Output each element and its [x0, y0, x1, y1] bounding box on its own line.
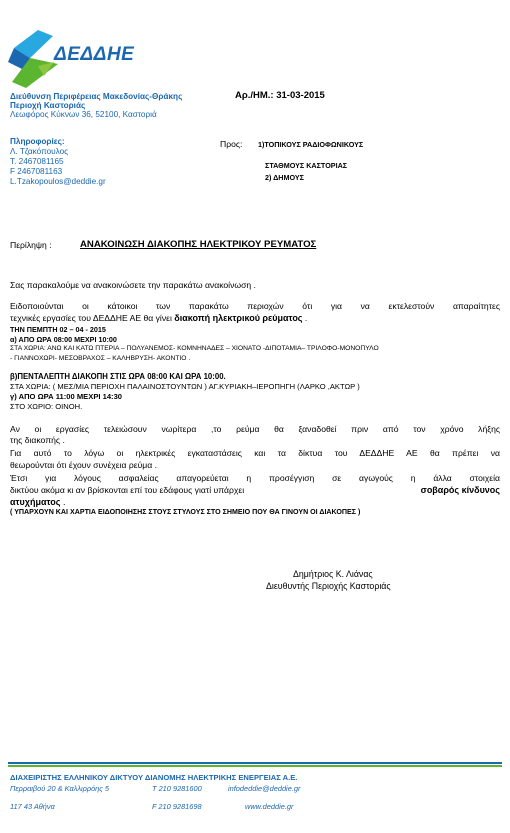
body-p1-emphasis: διακοπή ηλεκτρικού ρεύματος: [174, 313, 303, 323]
protocol-number: Αρ./ΗΜ.: 31-03-2015: [235, 90, 325, 101]
note-line: ( ΥΠΑΡΧΟΥΝ ΚΑΙ ΧΑΡΤΙΑ ΕΙΔΟΠΟΙΗΣΗΣ ΣΤΟΥΣ ΣΤΥΛΟΥΣ ΣΤΟ ΣΗΜΕΙΟ ΠΟΥ ΘΑ ΓΙΝΟΥΝ ΟΙ ΔΙΑΚΟΠΕΣ ): [10, 508, 361, 516]
body-p1-end: .: [302, 313, 308, 323]
header-address: Λεωφόρος Κύκνων 36, 52100, Καστοριά: [10, 110, 157, 119]
body-p4-end: .: [60, 497, 66, 507]
info-fax: F 2467081163: [10, 167, 63, 176]
body-p2-line1: Αν οι εργασίες τελειώσουν νωρίτερα ,το ρεύμα θα ξαναδοθεί πριν από τον χρόνο λήξης: [10, 424, 500, 434]
signature-role: Διευθυντής Περιοχής Καστοριάς: [266, 581, 391, 591]
body-p1-line1: Ειδοποιούνται οι κάτοικοι των παρακάτω περιοχών ότι για να εκτελεστούν απαραίτητες: [10, 301, 500, 311]
subject-label: Περίληψη :: [10, 240, 52, 250]
footer-web[interactable]: www.deddie.gr: [245, 802, 294, 811]
body-p4-line2: [10, 485, 500, 495]
outage-c-time: γ) ΑΠΟ ΩΡΑ 11:00 ΜΕΧΡΙ 14:30: [10, 392, 123, 401]
logo-text: ΔΕΔΔΗΕ: [54, 44, 135, 65]
info-email[interactable]: L.Tzakopoulos@deddie.gr: [10, 177, 106, 186]
outage-a-villages-1: ΣΤΑ ΧΩΡΙΑ: ΑΝΩ ΚΑΙ ΚΑΤΩ ΠΤΕΡΙΑ – ΠΟΛΥΑΝΕΜΟΣ- ΚΟΜΝΗΝΑΔΕΣ – ΧΙΟΝΑΤΟ -ΔΙΠΟΤΑΜΙΑ– ΤΡΙΛΟΦΟ-ΜΟΝΟΠΥΛΟ: [10, 345, 379, 352]
recipient-line1: 1)ΤΟΠΙΚΟΥΣ ΡΑΔΙΟΦΩΝΙΚΟΥΣ: [258, 140, 364, 149]
info-name: Λ. Τζακόπουλος: [10, 147, 69, 156]
body-p4-line1: Έτσι για λόγους ασφαλείας απαγορεύεται η προσέγγιση σε αγωγούς η άλλα στοιχεία: [10, 473, 500, 483]
signature-name: Δημήτριος Κ. Λιάνας: [293, 569, 373, 579]
outage-b-villages: ΣΤΑ ΧΩΡΙΑ: ( ΜΕΣ/ΜΙΑ ΠΕΡΙΟΧΗ ΠΑΛΑΙΝΟΣΤΟΥΝΤΩΝ ) ΑΓ.ΚΥΡΙΑΚΗ–ΙΕΡΟΠΗΓΗ (ΛΑΡΚΟ ,ΑΚΤΩΡ ): [10, 382, 360, 391]
footer-company: ΔΙΑΧΕΙΡΙΣΤΗΣ ΕΛΛΗΝΙΚΟΥ ΔΙΚΤΥΟΥ ΔΙΑΝΟΜΗΣ ΗΛΕΚΤΡΙΚΗΣ ΕΝΕΡΓΕΙΑΣ Α.Ε.: [10, 773, 298, 782]
body-intro: Σας παρακαλούμε να ανακοινώσετε την παρακάτω ανακοίνωση .: [10, 280, 256, 290]
footer-phone: T 210 9281600: [152, 784, 202, 793]
footer-street: Περραιβού 20 & Καλλιρρόης 5: [10, 784, 110, 793]
header-region: Διεύθυνση Περιφέρειας Μακεδονίας-Θράκης: [10, 92, 183, 101]
company-logo: [8, 30, 158, 90]
outage-a-villages-2: - ΓΙΑΝΝΟΧΩΡΙ- ΜΕΣΟΒΡΑΧΟΣ – ΚΑΛΗΒΡΥΣΗ- ΑΚΟΝΤΙΟ .: [10, 355, 191, 362]
recipient-line3: 2) ΔΗΜΟΥΣ: [265, 173, 304, 182]
body-p1-line2: [10, 313, 307, 323]
footer-fax: F 210 9281698: [152, 802, 202, 811]
body-p3-line2: θεωρούνται ότι έχουν συνέχεια ρεύμα .: [10, 460, 157, 470]
outage-a-time: α) ΑΠΟ ΩΡΑ 08:00 ΜΕΧΡΙ 10:00: [10, 335, 117, 344]
body-p1-text: τεχνικές εργασίες του ΔΕΔΔΗΕ ΑΕ θα γίνει: [10, 313, 172, 323]
body-p4-accident: ατυχήματος: [10, 497, 61, 507]
body-p3-line1: Για αυτό το λόγω οι ηλεκτρικές εγκαταστάσεις και τα δίκτυα του ΔΕΔΔΗΕ ΑΕ θα πρέπει να: [10, 448, 500, 458]
recipient-line2: ΣΤΑΘΜΟΥΣ ΚΑΣΤΟΡΙΑΣ: [265, 161, 348, 170]
date-line: ΤΗΝ ΠΕΜΠΤΗ 02 – 04 - 2015: [10, 325, 106, 334]
footer-city: 117 43 Αθήνα: [10, 802, 55, 811]
body-p4-line3: [10, 497, 65, 507]
header-area: Περιοχή Καστοριάς: [10, 101, 86, 110]
info-title: Πληροφορίες:: [10, 137, 65, 146]
footer-divider-blue: [8, 762, 502, 764]
body-p4-emphasis: σοβαρός κίνδυνος: [420, 485, 500, 495]
body-p4-text: δικτύου ακόμα κι αν βρίσκονται επί του εδάφους γιατί υπάρχει: [10, 485, 245, 495]
logo-mark-icon: [8, 30, 60, 88]
recipient-label: Προς:: [220, 139, 243, 149]
outage-b-time: β)ΠΕΝΤΑΛΕΠΤΗ ΔΙΑΚΟΠΗ ΣΤΙΣ ΩΡΑ 08:00 ΚΑΙ ΩΡΑ 10:00.: [10, 372, 226, 381]
subject-text: ΑΝΑΚΟΙΝΩΣΗ ΔΙΑΚΟΠΗΣ ΗΛΕΚΤΡΙΚΟΥ ΡΕΥΜΑΤΟΣ: [80, 239, 317, 250]
info-phone: Τ. 2467081165: [10, 157, 64, 166]
footer-email[interactable]: infodeddie@deddie.gr: [228, 784, 301, 793]
footer-divider-green: [8, 765, 502, 767]
outage-c-village: ΣΤΟ ΧΩΡΙΟ: ΟΙΝΟΗ.: [10, 402, 83, 411]
body-p2-line2: της διακοπής .: [10, 435, 65, 445]
